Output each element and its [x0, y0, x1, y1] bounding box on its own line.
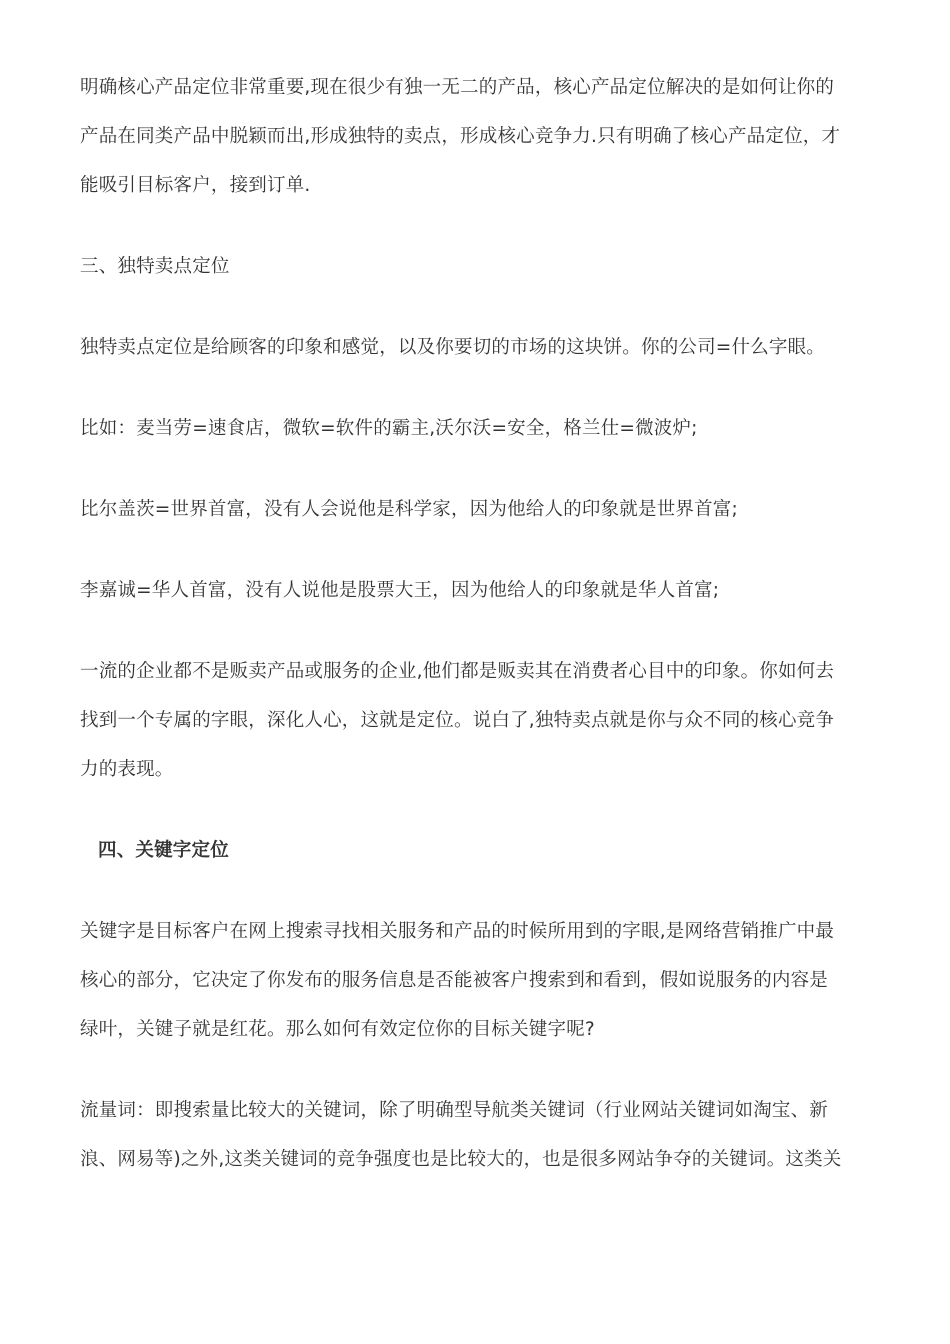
section-heading-keyword-positioning: 四、关键字定位 [98, 840, 229, 861]
text-line: 流量词：即搜索量比较大的关键词，除了明确型导航类关键词（行业网站关键词如淘宝、新 [80, 1100, 829, 1121]
text-line: 浪、网易等)之外,这类关键词的竞争强度也是比较大的，也是很多网站争夺的关键词。这类关 [80, 1149, 842, 1170]
text-line: 力的表现。 [80, 759, 174, 780]
text-line: 一流的企业都不是贩卖产品或服务的企业,他们都是贩卖其在消费者心目中的印象。你如何去 [80, 661, 835, 682]
paragraph: 李嘉诚=华人首富，没有人说他是股票大王，因为他给人的印象就是华人首富; [80, 580, 720, 601]
paragraph [80, 1086, 870, 1184]
text-line: 核心的部分，它决定了你发布的服务信息是否能被客户搜索到和看到，假如说服务的内容是 [80, 970, 829, 991]
section-heading-unique-selling-point: 三、独特卖点定位 [80, 256, 230, 277]
text-line: 明确核心产品定位非常重要,现在很少有独一无二的产品，核心产品定位解决的是如何让你的 [80, 77, 835, 98]
paragraph: 比尔盖茨=世界首富，没有人会说他是科学家，因为他给人的印象就是世界首富; [80, 499, 738, 520]
text-line: 关键字是目标客户在网上搜索寻找相关服务和产品的时候所用到的字眼,是网络营销推广中最 [80, 921, 835, 942]
text-line: 绿叶，关键子就是红花。那么如何有效定位你的目标关键字呢? [80, 1019, 595, 1040]
paragraph: 独特卖点定位是给顾客的印象和感觉，以及你要切的市场的这块饼。你的公司=什么字眼。 [80, 337, 826, 358]
text-line: 能吸引目标客户，接到订单. [80, 175, 311, 196]
paragraph [80, 647, 870, 794]
text-line: 找到一个专属的字眼，深化人心，这就是定位。说白了,独特卖点就是你与众不同的核心竞争 [80, 710, 835, 731]
intro-paragraph [80, 63, 870, 210]
paragraph [80, 907, 870, 1054]
paragraph: 比如：麦当劳=速食店，微软=软件的霸主,沃尔沃=安全，格兰仕=微波炉; [80, 418, 698, 439]
document-page [80, 63, 870, 1184]
text-line: 产品在同类产品中脱颖而出,形成独特的卖点，形成核心竞争力.只有明确了核心产品定位，才 [80, 126, 841, 147]
